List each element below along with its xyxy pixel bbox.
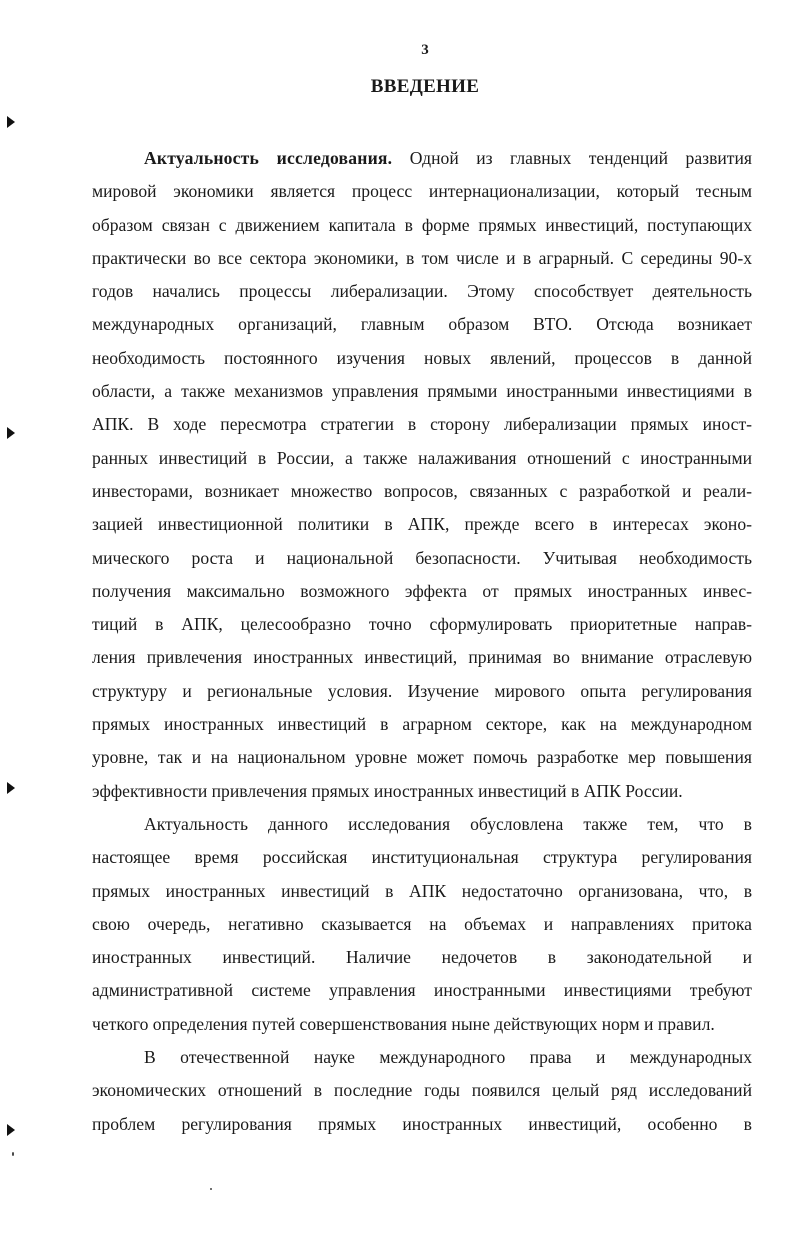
section-heading: ВВЕДЕНИЕ (370, 76, 480, 97)
document-body (92, 142, 752, 1141)
text-line: практически во все сектора экономики, в том числе и в аграрный. С середины 90-х (92, 247, 752, 268)
text-line: получения максимально возможного эффекта от прямых иностранных инвес- (92, 580, 752, 601)
text-line: экономических отношений в последние годы появился целый ряд исследований (92, 1080, 752, 1101)
text-line: четкого определения путей совершенствования ныне действующих норм и правил. (92, 1013, 715, 1034)
text-line: прямых иностранных инвестиций в аграрном секторе, как на международном (92, 714, 752, 735)
text-line: административной системе управления иностранными инвестициями требуют (92, 980, 752, 1001)
text-line: ления привлечения иностранных инвестиций, принимая во внимание отраслевую (92, 647, 752, 668)
text-line: тиций в АПК, целесообразно точно сформулировать приоритетные направ- (92, 614, 752, 635)
text-line: зацией инвестиционной политики в АПК, прежде всего в интересах эконо- (92, 514, 752, 535)
text-line: ранных инвестиций в России, а также налаживания отношений с иностранными (92, 447, 752, 468)
text-line: Актуальность данного исследования обусловлена также тем, что в (144, 813, 752, 834)
scan-speck (210, 1188, 212, 1190)
text-line: иностранных инвестиций. Наличие недочетов в законодательной и (92, 947, 752, 968)
binding-mark-icon (7, 1124, 15, 1136)
paragraph-relevance-institutional (92, 808, 752, 1041)
text-line: прямых иностранных инвестиций в АПК недостаточно организована, что, в (92, 880, 752, 901)
text-line: инвесторами, возникает множество вопросов, связанных с разработкой и реали- (92, 480, 752, 501)
text-line: годов начались процессы либерализации. Этому способствует деятельность (92, 281, 752, 302)
scan-speck (12, 1152, 14, 1156)
text-line: мировой экономики является процесс интернационализации, который тесным (92, 181, 752, 202)
text-line: необходимость постоянного изучения новых явлений, процессов в данной (92, 347, 752, 368)
paragraph-lead: Актуальность исследования. (144, 148, 393, 168)
text-line: международных организаций, главным образом ВТО. Отсюда возникает (92, 314, 752, 335)
paragraph-relevance (92, 142, 752, 808)
text-line: области, а также механизмов управления прямыми иностранными инвестициями в (92, 381, 752, 402)
text-line: проблем регулирования прямых иностранных инвестиций, особенно в (92, 1113, 752, 1134)
page-number: 3 (421, 42, 429, 58)
text-line: настоящее время российская институциональная структура регулирования (92, 847, 752, 868)
text-line: уровне, так и на национальном уровне может помочь разработке мер повышения (92, 747, 752, 768)
text-line: АПК. В ходе пересмотра стратегии в сторону либерализации прямых иност- (92, 414, 752, 435)
text-line: Актуальность исследования. Одной из главных тенденций развития (144, 148, 752, 168)
text-line: В отечественной науке международного права и международных (144, 1047, 752, 1068)
binding-mark-icon (7, 427, 15, 439)
text-line: мического роста и национальной безопасности. Учитывая необходимость (92, 547, 752, 568)
binding-mark-icon (7, 782, 15, 794)
text-line: структуру и региональные условия. Изучение мирового опыта регулирования (92, 680, 752, 701)
paragraph-domestic-science (92, 1041, 752, 1141)
text-line: свою очередь, негативно сказывается на объемах и направлениях притока (92, 913, 752, 934)
text-line: образом связан с движением капитала в форме прямых инвестиций, поступающих (92, 214, 752, 235)
binding-mark-icon (7, 116, 15, 128)
text-line: эффективности привлечения прямых иностранных инвестиций в АПК России. (92, 780, 683, 801)
